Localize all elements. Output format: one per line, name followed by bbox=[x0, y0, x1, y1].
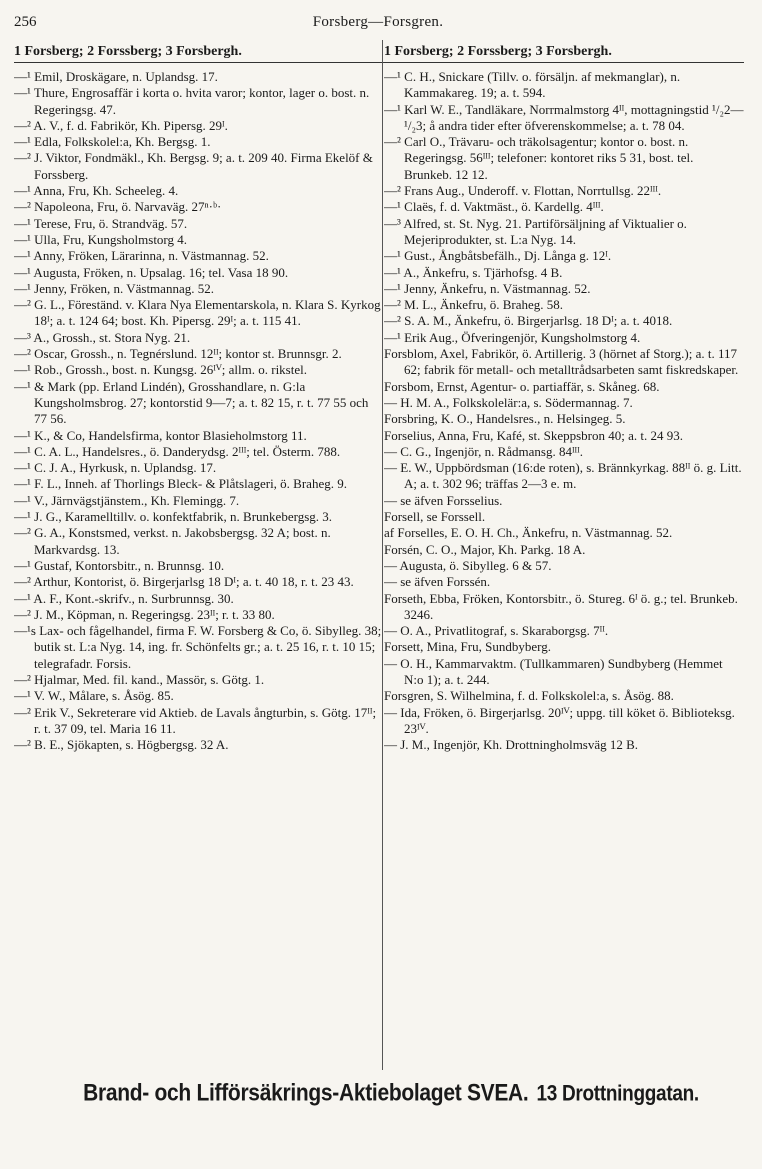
directory-entry: —¹ Edla, Folkskolel:a, Kh. Bergsg. 1. bbox=[14, 134, 211, 150]
directory-entry: —³ A., Grossh., st. Stora Nyg. 21. bbox=[14, 329, 191, 345]
directory-entry: —² M. L., Änkefru, ö. Braheg. 58. bbox=[384, 297, 564, 313]
directory-entry: af Forselles, E. O. H. Ch., Änkefru, n. Västmannag. 52. bbox=[384, 525, 673, 541]
directory-entry: —³ Alfred, st. St. Nyg. 21. Partiförsäljning af Viktualier o. Mejeriprodukter, st. L:a Nyg. 14. bbox=[384, 215, 687, 247]
directory-entry: —¹ A., Änkefru, s. Tjärhofsg. 4 B. bbox=[384, 264, 563, 280]
directory-entry: —¹ Augusta, Fröken, n. Upsalag. 16; tel. Vasa 18 90. bbox=[14, 264, 289, 280]
directory-entry: —² Oscar, Grossh., n. Tegnérslund. 12ᴵᴵ; kontor st. Brunnsgr. 2. bbox=[14, 346, 342, 362]
directory-entry: —¹ Terese, Fru, ö. Strandväg. 57. bbox=[14, 215, 188, 231]
directory-entry: —¹s Lax- och fågelhandel, firma F. W. Forsberg & Co, ö. Sibylleg. 38; butik st. L:a Nyg. 14, ing. fr. Schönfelts gr.; a. t. 25 16, r. t. 10 15; telegrafadr. Forsis. bbox=[14, 623, 382, 671]
directory-entry: —¹ Anna, Fru, Kh. Scheeleg. 4. bbox=[14, 183, 179, 199]
right-column-heading: 1 Forsberg; 2 Forssberg; 3 Forsbergh. bbox=[384, 44, 744, 63]
directory-entry: —² B. E., Sjökapten, s. Högbergsg. 32 A. bbox=[14, 737, 229, 753]
directory-entry: —² G. A., Konstsmed, verkst. n. Jakobsbergsg. 32 A; bost. n. Markvardsg. 13. bbox=[14, 525, 331, 557]
directory-entry: —¹ J. G., Karamelltillv. o. konfektfabrik, n. Brunkebergsg. 3. bbox=[14, 509, 333, 525]
left-column bbox=[14, 44, 384, 1074]
directory-entry: — O. H., Kammarvaktm. (Tullkammaren) Sundbyberg (Hemmet N:o 1); a. t. 244. bbox=[384, 655, 723, 687]
page-header bbox=[14, 14, 742, 38]
directory-entry: —² Frans Aug., Underoff. v. Flottan, Norrtullsg. 22ᴵᴵᴵ. bbox=[384, 183, 662, 199]
advert-address: 13 Drottninggatan. bbox=[536, 1081, 699, 1107]
directory-entry: Forsbom, Ernst, Agentur- o. partiaffär, s. Skåneg. 68. bbox=[384, 378, 660, 394]
left-entry-list bbox=[14, 69, 384, 753]
directory-entry: Forseth, Ebba, Fröken, Kontorsbitr., ö. Stureg. 6ᴵ ö. g.; tel. Brunkeb. 3246. bbox=[384, 590, 738, 622]
directory-entry: Forsén, C. O., Major, Kh. Parkg. 18 A. bbox=[384, 541, 586, 557]
directory-entry: —¹ Gust., Ångbåtsbefälh., Dj. Långa g. 12ᴵ. bbox=[384, 248, 612, 264]
directory-entry: —¹ & Mark (pp. Erland Lindén), Grosshandlare, n. G:la Kungsholmsbrog. 27; kontorstid 9—7; a. t. 82 15, r. t. 77 55 och 77 56. bbox=[14, 378, 369, 427]
directory-entry: —¹ Erik Aug., Öfveringenjör, Kungsholmstorg 4. bbox=[384, 329, 641, 345]
directory-entry: — H. M. A., Folkskolelär:a, s. Södermannag. 7. bbox=[384, 394, 633, 410]
directory-entry: — se äfven Forssén. bbox=[384, 574, 491, 590]
directory-entry: —¹ Rob., Grossh., bost. n. Kungsg. 26ᴵⱽ; allm. o. rikstel. bbox=[14, 362, 307, 378]
directory-entry: — se äfven Forsselius. bbox=[384, 492, 503, 508]
page-number: 256 bbox=[14, 14, 37, 30]
directory-entry: Forsell, se Forssell. bbox=[384, 509, 486, 525]
directory-entry: —² Erik V., Sekreterare vid Aktieb. de Lavals ångturbin, s. Götg. 17ᴵᴵ; r. t. 37 09, tel. Maria 16 11. bbox=[14, 704, 377, 736]
directory-entry: —² J. M., Köpman, n. Regeringsg. 23ᴵᴵ; r. t. 33 80. bbox=[14, 606, 275, 622]
directory-entry: —¹ Jenny, Änkefru, n. Västmannag. 52. bbox=[384, 280, 591, 296]
directory-entry: Forselius, Anna, Fru, Kafé, st. Skeppsbron 40; a. t. 24 93. bbox=[384, 427, 683, 443]
directory-entry: —¹ A. F., Kont.-skrifv., n. Surbrunnsg. 30. bbox=[14, 590, 234, 606]
directory-entry: —¹ Anny, Fröken, Lärarinna, n. Västmannag. 52. bbox=[14, 248, 269, 264]
directory-entry: Forsbring, K. O., Handelsres., n. Helsingeg. 5. bbox=[384, 411, 626, 427]
directory-entry: —¹ V. W., Målare, s. Åsög. 85. bbox=[14, 688, 174, 704]
left-column-heading: 1 Forsberg; 2 Forssberg; 3 Forsbergh. bbox=[14, 44, 384, 63]
right-entry-list bbox=[384, 69, 744, 753]
directory-entry: —¹ C. H., Snickare (Tillv. o. försäljn. af mekmanglar), n. Kammakareg. 19; a. t. 594. bbox=[384, 69, 681, 101]
directory-entry: —² S. A. M., Änkefru, ö. Birgerjarlsg. 18 Dᴵ; a. t. 4018. bbox=[384, 313, 673, 329]
directory-entry: Forsett, Mina, Fru, Sundbyberg. bbox=[384, 639, 551, 655]
directory-entry: —¹ Thure, Engrosaffär i korta o. hvita varor; kontor, lager o. bost. n. Regeringsg. 47. bbox=[14, 85, 370, 117]
directory-entry: —¹ Gustaf, Kontorsbitr., n. Brunnsg. 10. bbox=[14, 557, 225, 573]
directory-entry: —¹ F. L., Inneh. af Thorlings Bleck- & Plåtslageri, ö. Braheg. 9. bbox=[14, 476, 347, 492]
right-column bbox=[384, 44, 744, 1074]
directory-entry: —¹ Karl W. E., Tandläkare, Norrmalmstorg 4ᴵᴵ, mottagningstid ¹/₂2—¹/₂3; å andra tider efter öfverenskommelse; a. t. 78 04. bbox=[384, 101, 744, 133]
directory-entry: —¹ C. J. A., Hyrkusk, n. Uplandsg. 17. bbox=[14, 460, 217, 476]
directory-entry: —¹ V., Järnvägstjänstem., Kh. Flemingg. 7. bbox=[14, 492, 240, 508]
directory-entry: Forsgren, S. Wilhelmina, f. d. Folkskolel:a, s. Åsög. 88. bbox=[384, 688, 674, 704]
directory-entry: — Ida, Fröken, ö. Birgerjarlsg. 20ᴵⱽ; uppg. till köket ö. Biblioteksg. 23ᴵⱽ. bbox=[384, 704, 735, 736]
directory-entry: —² Carl O., Trävaru- och träkolsagentur; kontor o. bost. n. Regeringsg. 56ᴵᴵᴵ; telefoner: kontoret riks 5 31, bost. tel. Brunkeb. 12 12. bbox=[384, 134, 694, 182]
directory-entry: —² Napoleona, Fru, ö. Narvaväg. 27ⁿ·ᵇ· bbox=[14, 199, 222, 215]
directory-entry: —¹ C. A. L., Handelsres., ö. Danderydsg. 2ᴵᴵᴵ; tel. Österm. 788. bbox=[14, 443, 341, 459]
directory-entry: — C. G., Ingenjör, n. Rådmansg. 84ᴵᴵᴵ. bbox=[384, 443, 583, 459]
directory-entry: — Augusta, ö. Sibylleg. 6 & 57. bbox=[384, 557, 552, 573]
directory-entry: —² G. L., Föreständ. v. Klara Nya Elementarskola, n. Klara S. Kyrkog 18ᴵ; a. t. 124 64; bost. Kh. Pipersg. 29ᴵ; a. t. 115 41. bbox=[14, 297, 381, 329]
directory-entry: —² A. V., f. d. Fabrikör, Kh. Pipersg. 29ᴵ. bbox=[14, 117, 228, 133]
directory-entry: —¹ Ulla, Fru, Kungsholmstorg 4. bbox=[14, 231, 188, 247]
directory-entry: Forsblom, Axel, Fabrikör, ö. Artillerig. 3 (hörnet af Storg.); a. t. 117 62; fabrik för metall- och metalltrådsarbeten samt fiskredskaper. bbox=[384, 346, 739, 378]
directory-entry: —¹ Jenny, Fröken, n. Västmannag. 52. bbox=[14, 280, 214, 296]
directory-entry: — J. M., Ingenjör, Kh. Drottningholmsväg 12 B. bbox=[384, 737, 639, 753]
advert-text: Brand- och Lifförsäkrings-Aktiebolaget SVEA. bbox=[83, 1079, 529, 1107]
directory-entry: —² Hjalmar, Med. fil. kand., Massör, s. Götg. 1. bbox=[14, 671, 265, 687]
directory-entry: — O. A., Privatlitograf, s. Skaraborgsg. 7ᴵᴵ. bbox=[384, 623, 609, 639]
directory-entry: —¹ Claës, f. d. Vaktmäst., ö. Kardellg. 4ᴵᴵᴵ. bbox=[384, 199, 604, 215]
advertisement-footer bbox=[50, 1080, 732, 1117]
directory-entry: — E. W., Uppbördsman (16:de roten), s. Brännkyrkag. 88ᴵᴵ ö. g. Litt. A; a. t. 302 96; träffas 2—3 e. m. bbox=[384, 460, 742, 492]
directory-entry: —¹ K., & Co, Handelsfirma, kontor Blasieholmstorg 11. bbox=[14, 427, 307, 443]
directory-entry: —² Arthur, Kontorist, ö. Birgerjarlsg 18 Dᴵ; a. t. 40 18, r. t. 23 43. bbox=[14, 574, 354, 590]
running-head: Forsberg—Forsgren. bbox=[312, 14, 444, 30]
column-divider bbox=[382, 40, 383, 1070]
directory-entry: —¹ Emil, Droskägare, n. Uplandsg. 17. bbox=[14, 69, 218, 84]
directory-entry: —² J. Viktor, Fondmäkl., Kh. Bergsg. 9; a. t. 209 40. Firma Ekelöf & Forssberg. bbox=[14, 150, 373, 182]
